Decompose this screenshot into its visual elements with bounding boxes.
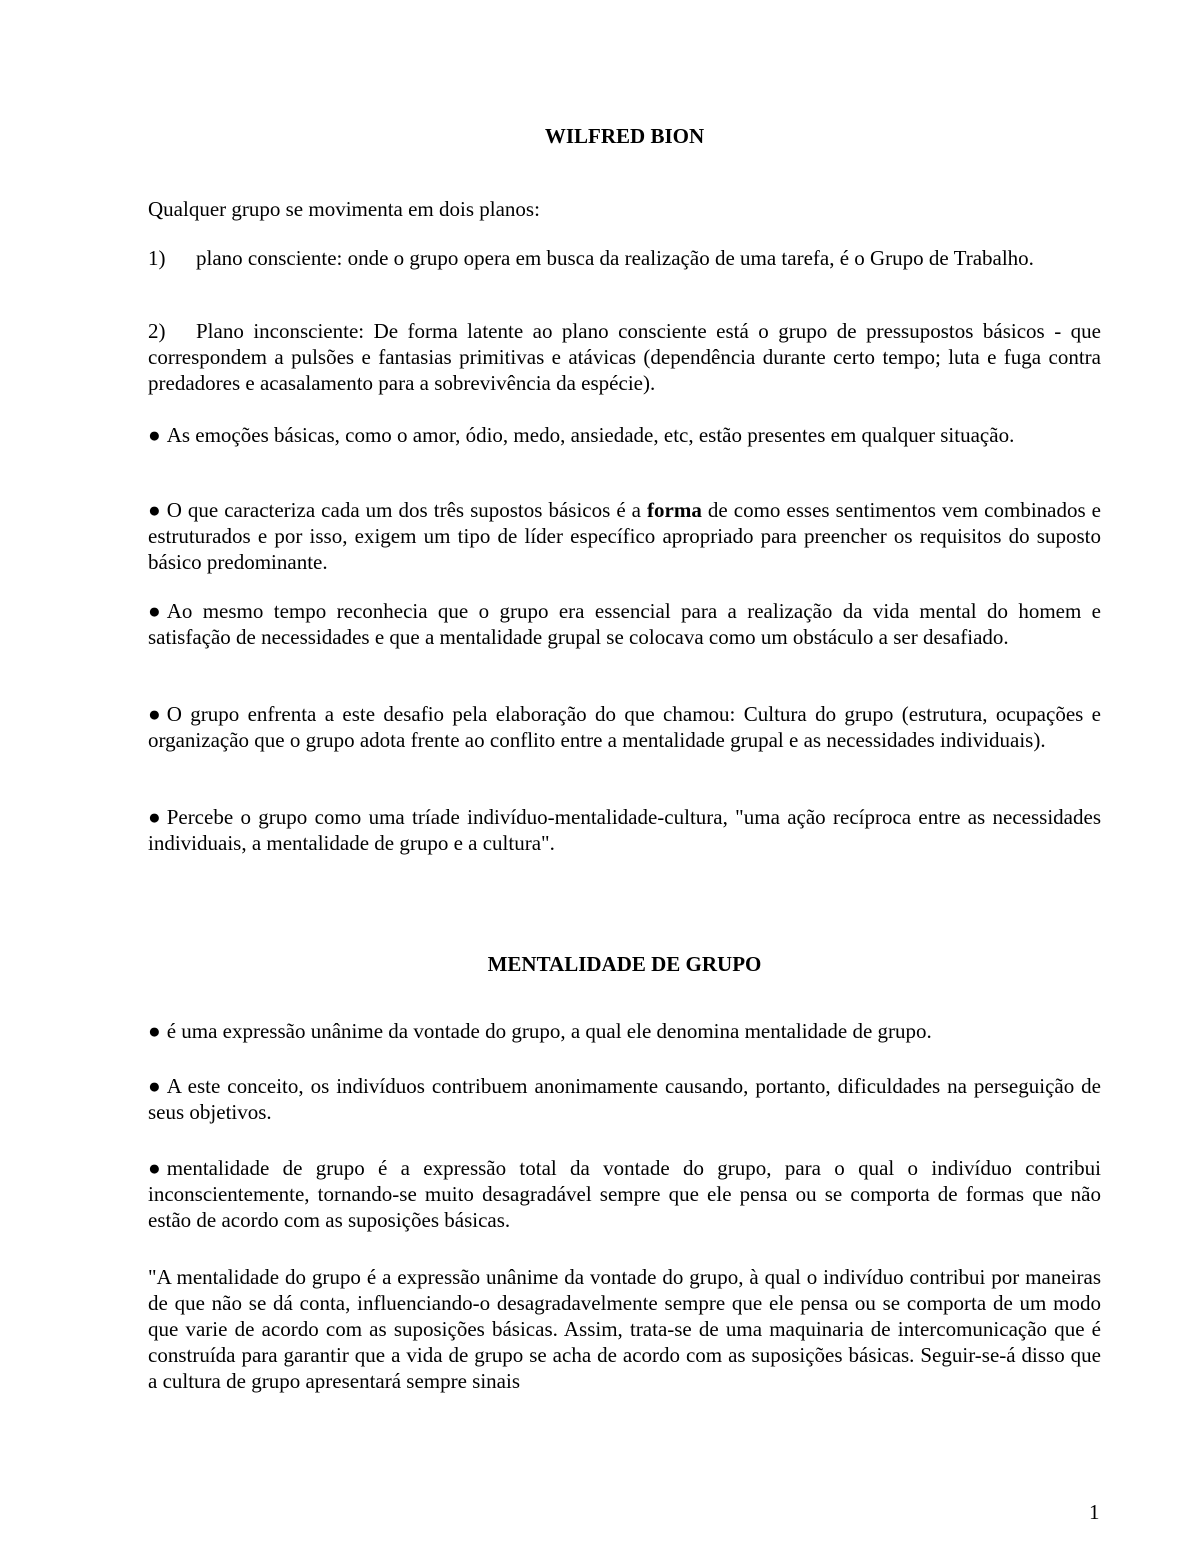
- bullet-icon: ●: [148, 599, 161, 623]
- bullet-icon: ●: [148, 805, 161, 829]
- bold-emphasis: forma: [647, 498, 702, 522]
- quote-paragraph: "A mentalidade do grupo é a expressão unânime da vontade do grupo, à qual o indivíduo contribui por maneiras de que não se dá conta, influenciando-o desagradavelmente sempre que ele pensa ou se comporta de um modo que varie de acordo com as suposições básicas. Assim, trata-se de uma maquinaria de intercomunicação que é construída para garantir que a vida de grupo se acha de acordo com as suposições básicas. Seguir-se-á disso que a cultura de grupo apresentará sempre sinais: [148, 1265, 1101, 1393]
- bullet-text-part: de como esses sentimentos vem combinados e estruturados e por isso, exigem um tipo de líder específico apropriado para preencher os requisitos do suposto básico predominante.: [148, 498, 1102, 574]
- bullet-paragraph: [148, 1155, 1101, 1233]
- document-title: WILFRED BION: [544, 124, 705, 148]
- document-page: [148, 0, 1101, 1553]
- bullet-paragraph: [148, 701, 1101, 753]
- bullet-paragraph: [148, 1018, 1101, 1044]
- bullet-paragraph: [148, 497, 1101, 575]
- list-item-text: Plano inconsciente: De forma latente ao plano consciente está o grupo de pressupostos básicos - que correspondem a pulsões e fantasias primitivas e atávicas (dependência durante certo tempo; luta e fuga contra predadores e acasalamento para a sobrevivência da espécie).: [148, 319, 1101, 395]
- bullet-paragraph: [148, 598, 1101, 650]
- bullet-text: Ao mesmo tempo reconhecia que o grupo era essencial para a realização da vida mental do homem e satisfação de necessidades e que a mentalidade grupal se colocava como um obstáculo a ser desafiado.: [148, 599, 1101, 649]
- bullet-paragraph: [148, 422, 1101, 448]
- bullet-text: O grupo enfrenta a este desafio pela elaboração do que chamou: Cultura do grupo (estrutura, ocupações e organização que o grupo adota frente ao conflito entre a mentalidade grupal e as necessidades individuais).: [148, 702, 1101, 752]
- bullet-paragraph: [148, 1073, 1101, 1125]
- bullet-icon: ●: [148, 702, 161, 726]
- page-number: 1: [1089, 1500, 1100, 1524]
- bullet-text: mentalidade de grupo é a expressão total da vontade do grupo, para o qual o indivíduo contribui inconscientemente, tornando-se muito desagradável sempre que ele pensa ou se comporta de formas que não estão de acordo com as suposições básicas.: [148, 1156, 1101, 1232]
- intro-paragraph: Qualquer grupo se movimenta em dois planos:: [148, 197, 540, 221]
- bullet-icon: ●: [148, 1019, 161, 1043]
- list-item-1: [148, 245, 1101, 271]
- list-number: 1): [148, 246, 166, 270]
- bullet-icon: ●: [148, 1156, 161, 1180]
- list-item-2: [148, 318, 1101, 396]
- bullet-text: As emoções básicas, como o amor, ódio, medo, ansiedade, etc, estão presentes em qualquer situação.: [166, 423, 1015, 447]
- list-item-text: plano consciente: onde o grupo opera em busca da realização de uma tarefa, é o Grupo de Trabalho.: [196, 246, 1034, 270]
- bullet-icon: ●: [148, 498, 161, 522]
- bullet-text: A este conceito, os indivíduos contribuem anonimamente causando, portanto, dificuldades na perseguição de seus objetivos.: [148, 1074, 1101, 1124]
- bullet-text: Percebe o grupo como uma tríade indivíduo-mentalidade-cultura, "uma ação recíproca entre as necessidades individuais, a mentalidade de grupo e a cultura".: [148, 805, 1101, 855]
- bullet-text-part: O que caracteriza cada um dos três supostos básicos é a: [166, 498, 648, 522]
- section-title: MENTALIDADE DE GRUPO: [487, 952, 762, 976]
- bullet-icon: ●: [148, 423, 161, 447]
- list-number: 2): [148, 319, 166, 343]
- bullet-text: é uma expressão unânime da vontade do grupo, a qual ele denomina mentalidade de grupo.: [166, 1019, 932, 1043]
- bullet-paragraph: [148, 804, 1101, 856]
- bullet-icon: ●: [148, 1074, 161, 1098]
